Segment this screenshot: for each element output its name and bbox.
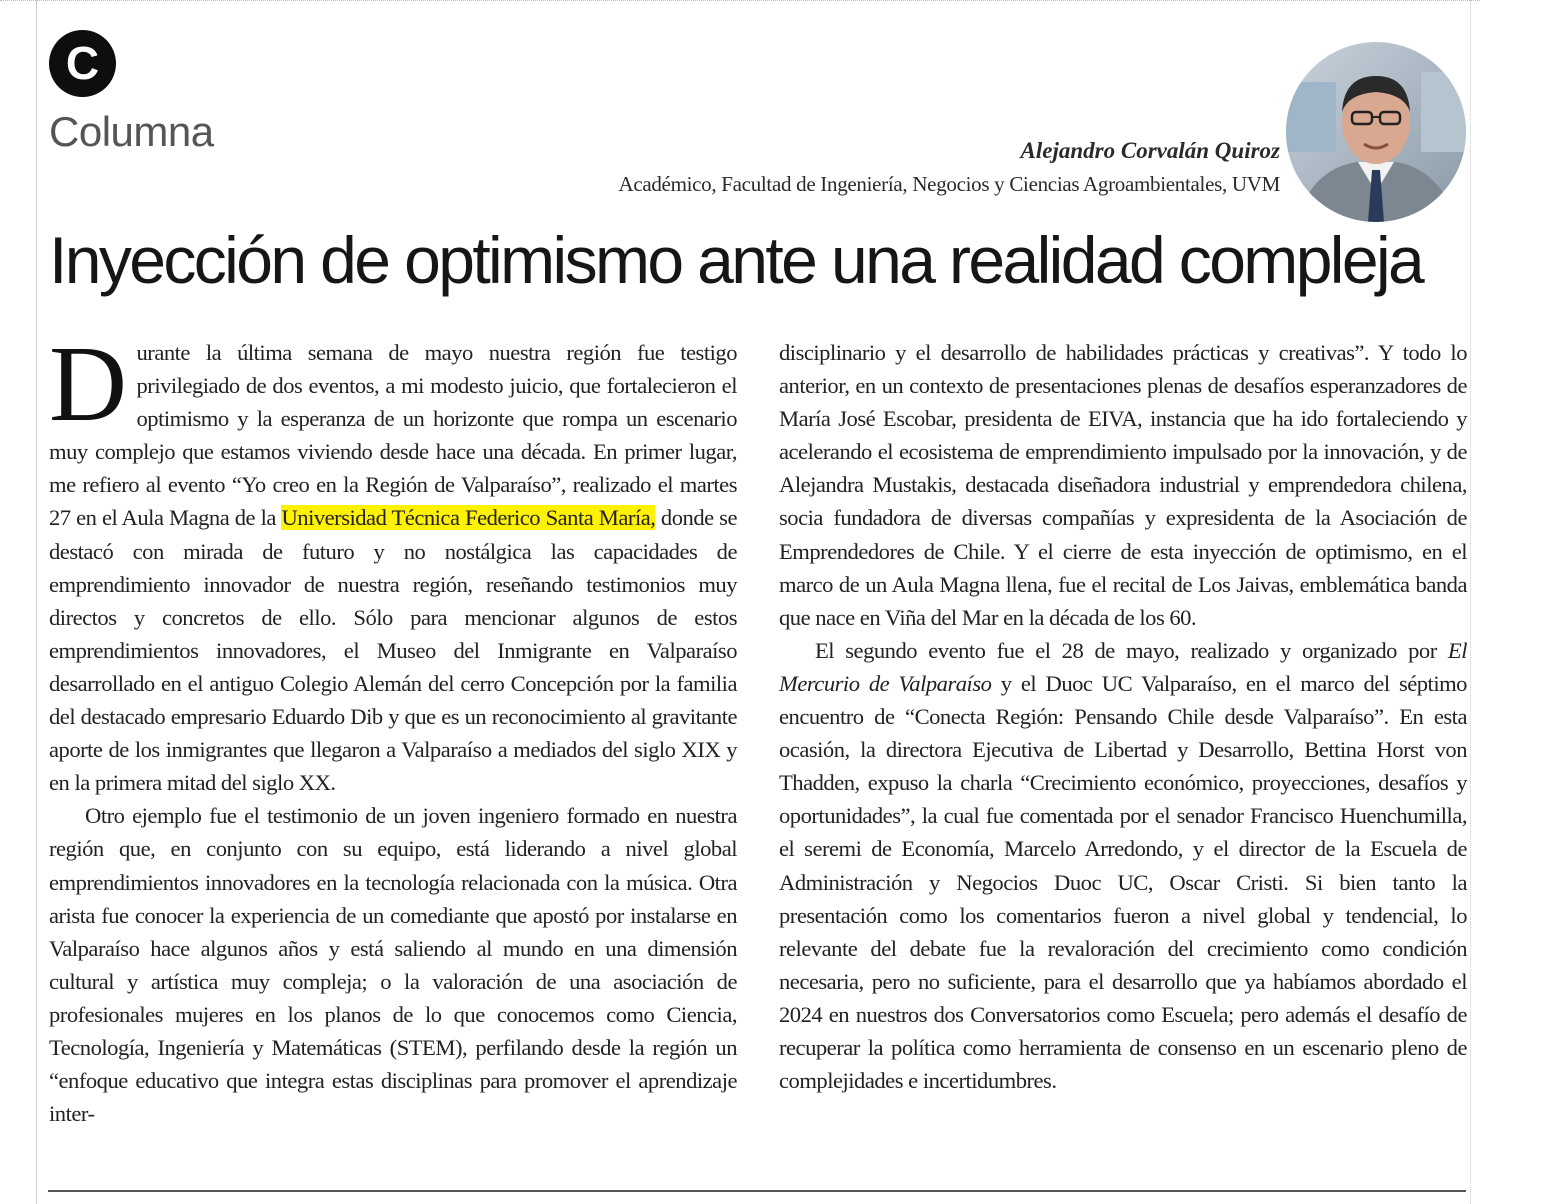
headline: Inyección de optimismo ante una realidad compleja	[49, 223, 1423, 297]
paragraph-1-text-a: urante la última semana de mayo nuestra región fue testigo privilegiado de dos eventos, a mi modesto juicio, que fortalecieron el optimismo y la esperanza de un horizonte que rompa un escenario muy complejo que estamos viviendo desde hace una década. En primer lugar, me refiero al evento “Yo creo en la Región de Valparaíso”, realizado el martes 27 en el Aula Magna de la	[49, 340, 737, 531]
author-photo	[1286, 42, 1466, 222]
section-badge: C	[49, 30, 116, 97]
bottom-rule	[48, 1190, 1466, 1192]
paragraph-3	[779, 634, 1467, 1097]
author-portrait-illustration	[1286, 42, 1466, 222]
article-column-1	[49, 325, 737, 1130]
article-column-2	[779, 336, 1467, 1097]
paragraph-2: Otro ejemplo fue el testimonio de un joven ingeniero formado en nuestra región que, en conjunto con su equipo, está liderando a nivel global emprendimientos innovadores en la tecnología relacionada con la música. Otra arista fue conocer la experiencia de un comediante que apostó por instalarse en Valparaíso hace algunos años y está saliendo al mundo en una dimensión cultural y artística muy compleja; o la valoración de una asociación de profesionales mujeres en los planos de lo que conocemos como Ciencia, Tecnología, Ingeniería y Matemáticas (STEM), perfilando desde la región un “enfoque educativo que integra estas disciplinas para promover el aprendizaje inter-	[49, 803, 737, 1127]
paragraph-3-lead: El segundo evento fue el 28 de mayo, realizado y organizado por	[815, 637, 1448, 663]
paragraph-1-text-b: donde se destacó con mirada de futuro y no nostálgica las capacidades de emprendimiento innovador de nuestra región, reseñando testimonios muy directos y concretos de ello. Sólo para mencionar algunos de estos emprendimientos innovadores, el Museo del Inmigrante en Valparaíso desarrollado en el antiguo Colegio Alemán del cerro Concepción por la familia del destacado empresario Eduardo Dib y que es un reconocimiento al gravitante aporte de los inmigrantes que llegaron a Valparaíso a mediados del siglo XIX y en la primera mitad del siglo XX.	[49, 505, 737, 796]
paragraph-2-continued: disciplinario y el desarrollo de habilidades prácticas y creativas”. Y todo lo anterior, en un contexto de presentaciones plenas de desafíos esperanzadores de María José Escobar, presidenta de EIVA, instancia que ha ido fortaleciendo y acelerando el ecosistema de emprendimiento impulsado por la innovación, y de Alejandra Mustakis, destacada diseñadora industrial y emprendedora chilena, socia fundadora de diversas compañías y expresidenta de la Asociación de Emprendedores de Chile. Y el cierre de esta inyección de optimismo, en el marco de un Aula Magna llena, fue el recital de Los Jaivas, emblemática banda que nace en Viña del Mar en la década de los 60.	[779, 340, 1467, 630]
paragraph-3-rest: y el Duoc UC Valparaíso, en el marco del séptimo encuentro de “Conecta Región: Pensando Chile desde Valparaíso”. En esta ocasión, la directora Ejecutiva de Libertad y Desarrollo, Bettina Horst von Thadden, expuso la charla “Crecimiento económico, proyecciones, desafíos y oportunidades”, la cual fue comentada por el senador Francisco Huenchumilla, el seremi de Economía, Marcelo Arredondo, y el director de la Escuela de Administración y Negocios Duoc UC, Oscar Cristi. Si bien tanto la presentación como los comentarios fueron a nivel global y tendencial, lo relevante del debate fue la revaloración del crecimiento como condición necesaria, pero no suficiente, para el desarrollo que ya habíamos abordado el 2024 en nuestros dos Conversatorios como Escuela; pero además el desafío de recuperar la política como herramienta de consenso en un escenario pleno de complejidades e incertidumbres.	[779, 670, 1467, 1094]
section-label: Columna	[49, 108, 214, 155]
author-name: Alejandro Corvalán Quiroz	[1020, 138, 1280, 163]
drop-cap: D	[49, 325, 127, 444]
newspaper-name-italic: El Mercurio de Valparaíso	[779, 637, 1467, 696]
right-margin-rule	[1470, 0, 1471, 1204]
paragraph-1	[49, 325, 737, 799]
left-margin-rule	[36, 0, 37, 1204]
author-role: Académico, Facultad de Ingeniería, Negocios y Ciencias Agroambientales, UVM	[618, 172, 1280, 196]
top-rule	[0, 0, 1480, 4]
highlighted-text: Universidad Técnica Federico Santa María,	[281, 505, 656, 531]
